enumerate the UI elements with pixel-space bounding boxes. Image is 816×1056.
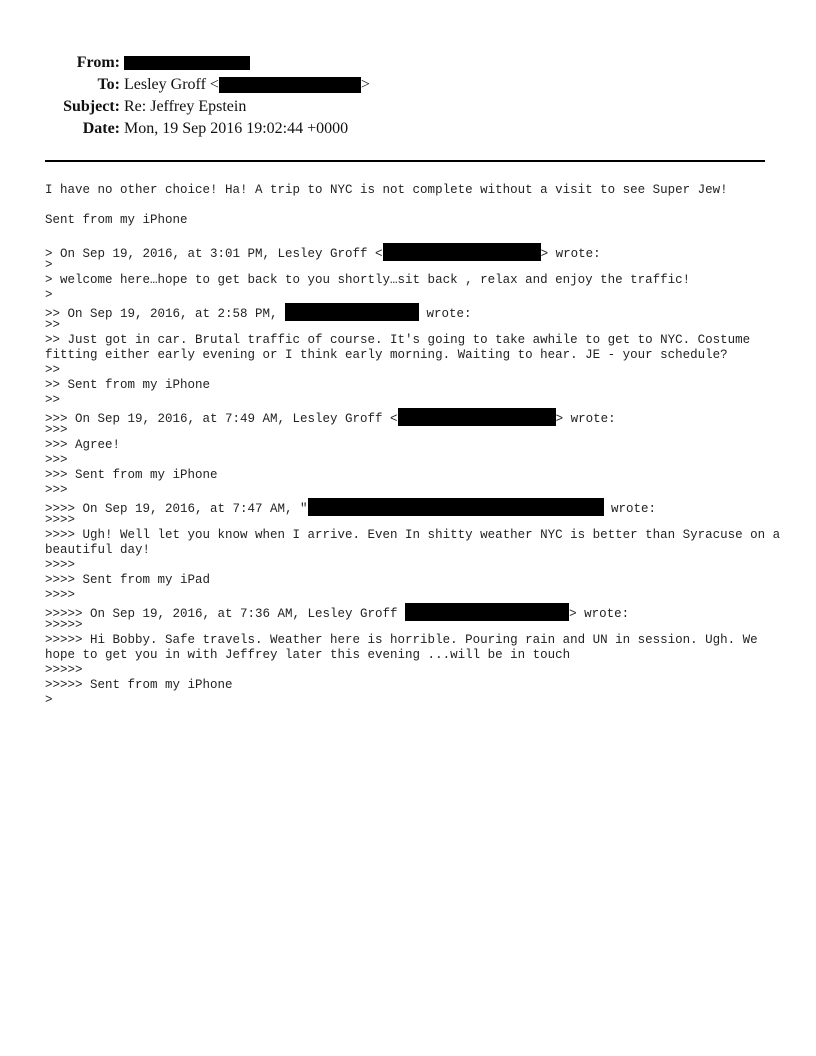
date-value: Mon, 19 Sep 2016 19:02:44 +0000 [124,120,349,137]
quote-line: >> [45,318,61,332]
subject-value: Re: Jeffrey Epstein [124,98,247,115]
quote-header [45,303,785,321]
quote-line: >>>> [45,513,76,527]
quote-line: >>> [45,483,68,497]
quote-header [45,243,785,261]
quote-line: >> Sent from my iPhone [45,378,211,392]
body-line: I have no other choice! Ha! A trip to NYC is not complete without a visit to see Super Jew! [45,183,728,197]
quote-line: >>>> [45,558,76,572]
to-close: > [360,76,370,93]
quote-header-text: >>>> On Sep 19, 2016, at 7:47 AM, " [45,502,308,516]
date-row [0,118,816,140]
quote-line: >> [45,363,61,377]
redaction-block [124,56,250,70]
quote-line: > welcome here…hope to get back to you shortly…sit back , relax and enjoy the traffic! [45,273,691,287]
date-label: Date: [82,120,120,137]
quote-header-end: > wrote: [540,247,601,261]
quote-header-end: wrote: [603,502,657,516]
quote-header-text: >>> On Sep 19, 2016, at 7:49 AM, Lesley Groff < [45,412,398,426]
quote-header-text: > On Sep 19, 2016, at 3:01 PM, Lesley Groff < [45,247,383,261]
email-header [0,52,816,140]
quote-line: >>>>> Hi Bobby. Safe travels. Weather here is horrible. Pouring rain and UN in session. Ugh. We hope to get you in with Jeffrey later this evening ...will be in touch [45,633,766,662]
quote-header [45,603,785,621]
email-body [45,183,788,708]
quote-line: >> Just got in car. Brutal traffic of course. It's going to take awhile to get to NYC. Costume fitting either early evening or I think early morning. Waiting to hear. JE - your schedule? [45,333,758,362]
redaction-block [219,77,361,93]
subject-label: Subject: [63,98,120,115]
from-row [0,52,816,74]
quote-line: >>>> Ugh! Well let you know when I arrive. Even In shitty weather NYC is better than Syracuse on a beautiful day! [45,528,788,557]
quote-header-end: > wrote: [555,412,616,426]
header-divider [45,160,765,162]
quote-line: >>>>> [45,663,83,677]
from-label: From: [76,54,120,71]
redaction-block [383,243,541,261]
quote-header [45,408,785,426]
quote-line: >>> [45,453,68,467]
quote-header-end: wrote: [419,307,472,321]
quote-line: >> [45,393,61,407]
signature-line: Sent from my iPhone [45,213,188,227]
quote-line: >>> Sent from my iPhone [45,468,218,482]
quote-header-text: >> On Sep 19, 2016, at 2:58 PM, [45,307,286,321]
quote-line: > [45,693,53,707]
to-row [0,74,816,96]
quote-header-end: > wrote: [569,607,630,621]
quote-line: >>>> Sent from my iPad [45,573,211,587]
redaction-block [308,498,604,516]
to-name: Lesley Groff < [124,76,219,93]
quote-line: >>>>> Sent from my iPhone [45,678,233,692]
quote-line: > [45,288,53,302]
redaction-block [405,603,569,621]
quote-line: >>> Agree! [45,438,121,452]
redaction-block [398,408,556,426]
quote-header-text: >>>>> On Sep 19, 2016, at 7:36 AM, Lesley Groff [45,607,406,621]
quote-line: >>>> [45,588,76,602]
quote-header [45,498,785,516]
to-value [124,74,370,96]
quote-line: >>> [45,423,68,437]
from-value [124,52,250,74]
to-label: To: [97,76,120,93]
redaction-block [285,303,419,321]
subject-row [0,96,816,118]
quote-line: >>>>> [45,618,83,632]
quote-line: > [45,258,53,272]
